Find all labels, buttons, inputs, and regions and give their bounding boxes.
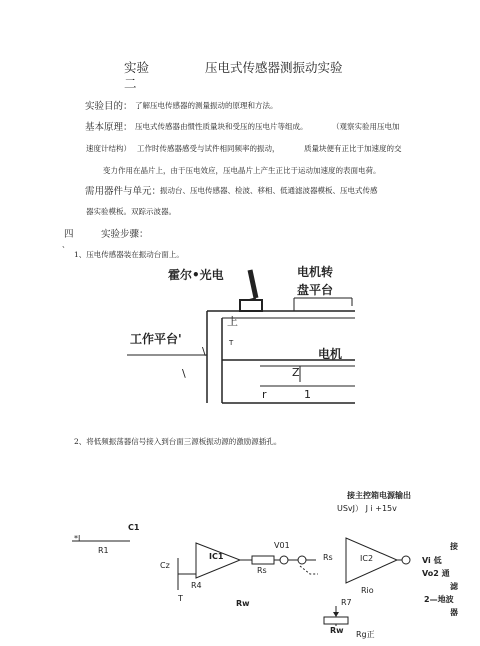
dashed-wire — [300, 566, 318, 574]
up-label: 上 — [227, 315, 238, 328]
v01-test-point — [280, 556, 288, 564]
step-1: 1、压电传感器装在振动台面上。 — [74, 250, 184, 259]
right-label-ground: 2—地波 — [424, 595, 454, 604]
supply-title: 接主控箱电源输出 — [347, 491, 411, 500]
steps-number: 四 — [64, 229, 74, 240]
right-label-connect: 接 — [450, 542, 458, 551]
principle-line-2a: 速度计结构） — [86, 144, 131, 153]
title-number: 二 — [124, 76, 137, 91]
v01-test-point-2 — [298, 556, 306, 564]
motor-label: 电机 — [318, 347, 343, 361]
r-label: r — [262, 388, 267, 401]
right-label-vi: Vi 低 — [422, 556, 442, 565]
cz-label: Cz — [160, 561, 170, 570]
rs-label: Rs — [323, 553, 333, 562]
r1-label: R1 — [98, 546, 109, 555]
t-label: T — [229, 339, 234, 347]
rg-label: Rg正 — [356, 630, 375, 639]
purpose-text: 了解压电传感器的测量振动的原理和方法。 — [135, 101, 278, 110]
principle-label: 基本原理： — [85, 122, 133, 133]
stray-mark: 、 — [62, 240, 70, 249]
work-platform-label: 工作平台' — [130, 332, 182, 346]
rio-label: Rio — [361, 586, 374, 595]
rs-resistor — [252, 556, 274, 564]
v01-label: V01 — [274, 541, 290, 550]
principle-line-2c: 质量块便有正比于加速度的交 — [304, 144, 402, 153]
step-2: 2、将低频振荡器信号接入到台面三源板振动源的激励源插孔。 — [74, 437, 282, 446]
purpose-label: 实验目的： — [85, 101, 133, 112]
rw-resistor — [324, 617, 348, 624]
steps-label: 实验步骤： — [101, 229, 149, 240]
motor-disc-label-bottom: 盘平台 — [297, 283, 334, 297]
principle-line-1b: （观察实验用压电加 — [332, 122, 400, 131]
r7-label: R7 — [341, 598, 352, 607]
ic1-label: IC1 — [209, 552, 224, 561]
right-label-filter: 滤 — [450, 582, 458, 591]
rw-label: Rw — [330, 626, 344, 635]
equipment-label: 需用器件与单元： — [85, 186, 162, 197]
motor-disc-label-top: 电机转 — [297, 265, 334, 279]
t-terminal-label: T — [178, 594, 183, 603]
rw-left-label: Rw — [236, 599, 250, 608]
principle-line-1a: 压电式传感器由惯性质量块和受压的压电片等组成。 — [135, 122, 308, 131]
equipment-line-1: 振动台、压电传感器、检波、移相、低通滤波器模板、压电式传感 — [160, 186, 378, 195]
page-title: 压电式传感器测振动实验 — [205, 60, 343, 75]
ic2-label: IC2 — [360, 554, 374, 563]
input-mark: *I — [74, 534, 81, 543]
z-label: Z — [292, 366, 300, 379]
hall-sensor-label: 霍尔•光电 — [168, 268, 224, 282]
r4-label: R4 — [191, 581, 202, 590]
equipment-line-2: 器实验模板。双踪示波器。 — [86, 207, 176, 216]
supply-voltage: USvJ） J i +15v — [337, 504, 397, 513]
c1-label: C1 — [128, 523, 140, 532]
title-prefix: 实验 — [124, 60, 150, 75]
rs-under-label: Rs — [257, 566, 267, 575]
one-label: 1 — [304, 388, 311, 401]
slash-mark-2: \ — [182, 367, 186, 380]
r7-wiper-arrow — [333, 612, 339, 617]
principle-line-3: 变力作用在晶片上，由于压电效应，压电晶片上产生正比于运动加速度的表面电荷。 — [103, 166, 381, 175]
right-label-vo2: Vo2 通 — [422, 569, 450, 578]
right-label-device: 器 — [450, 608, 458, 617]
output-test-point — [402, 556, 410, 564]
principle-line-2b: 工作时传感器感受与试件相同频率的振动， — [137, 144, 280, 153]
slash-mark-1: \ — [202, 345, 206, 358]
